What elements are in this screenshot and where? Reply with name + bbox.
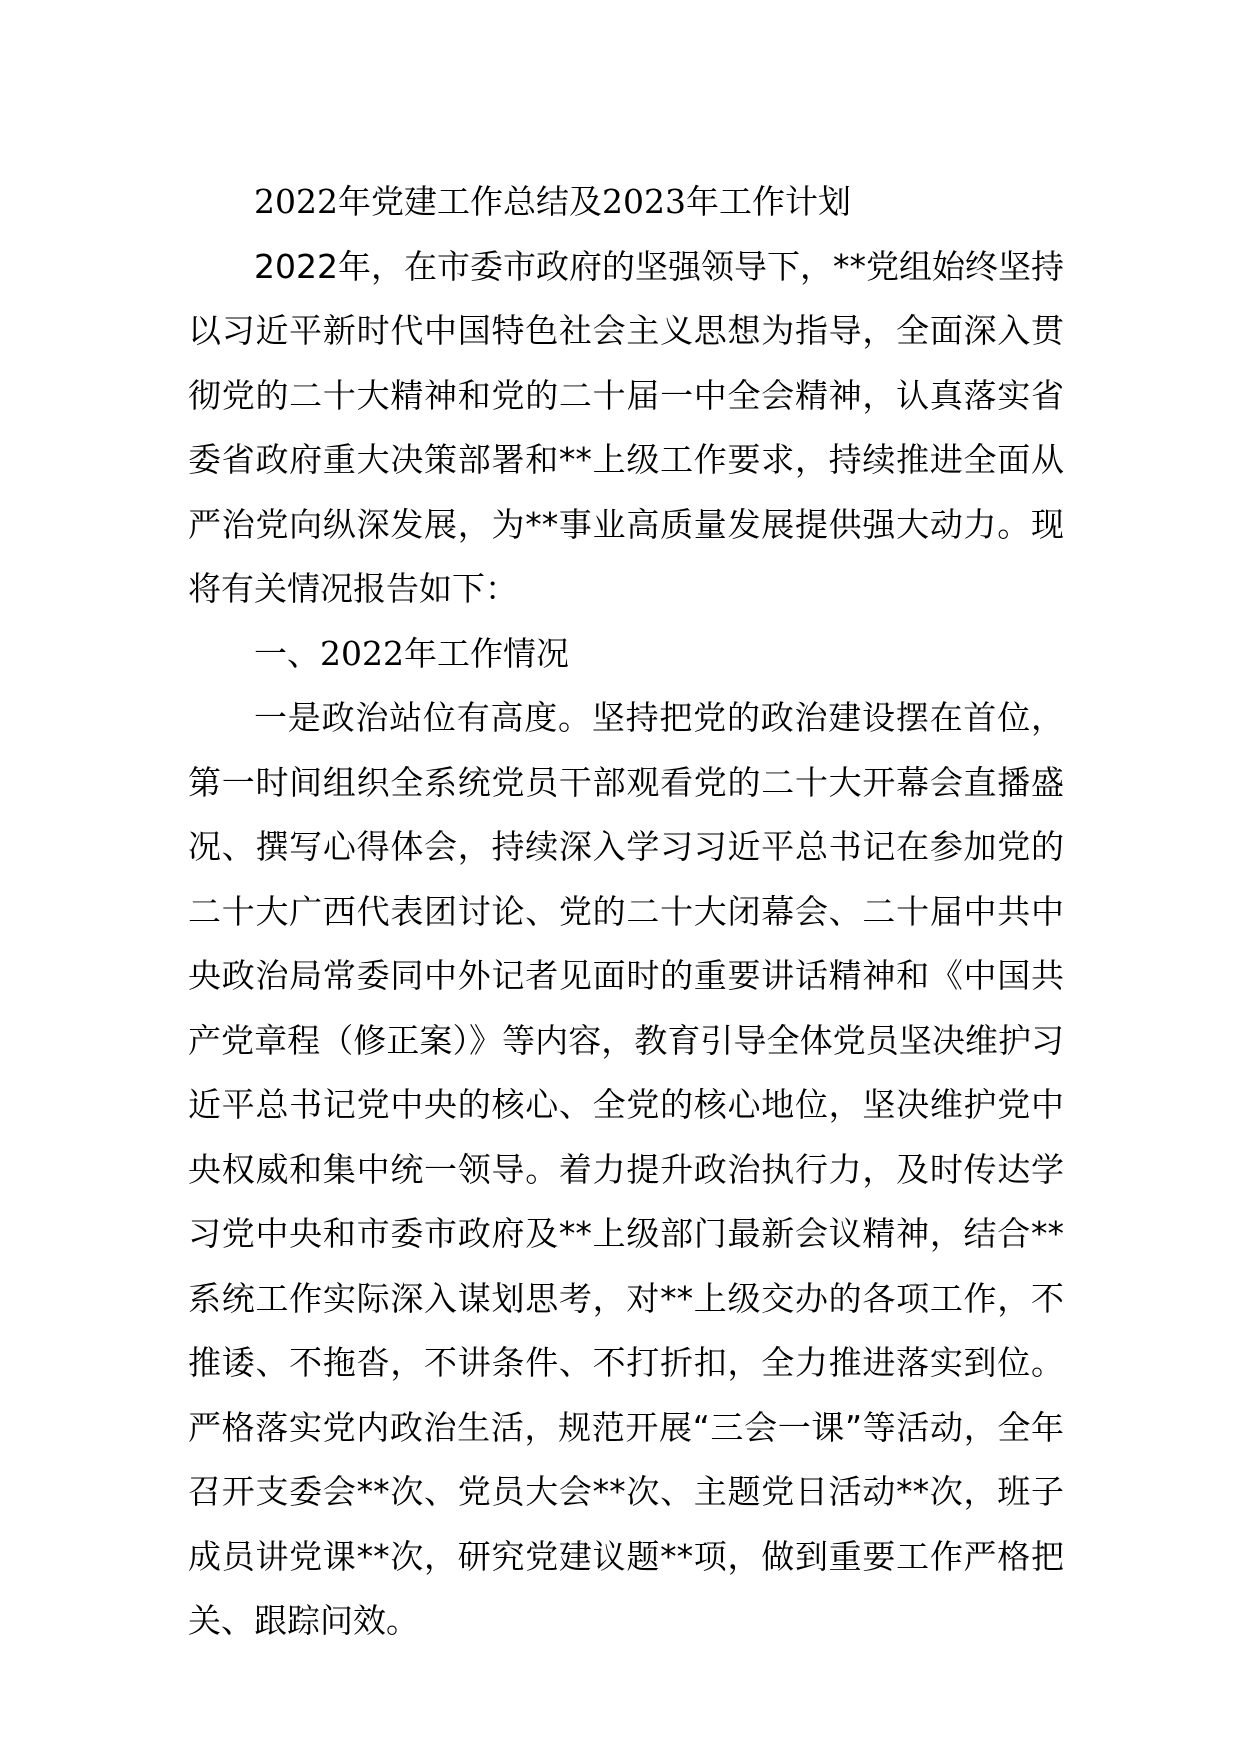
document-body <box>188 170 1064 1654</box>
intro-paragraph: 2022年，在市委市政府的坚强领导下，**党组始终坚持以习近平新时代中国特色社会主义思想为指导，全面深入贯彻党的二十大精神和党的二十届一中全会精神，认真落实省委省政府重大决策部署和**上级工作要求，持续推进全面从严治党向纵深发展，为**事业高质量发展提供强大动力。现将有关情况报告如下： <box>188 246 1064 608</box>
document-title: 2022年党建工作总结及2023年工作计划 <box>254 182 851 221</box>
section-heading: 一、2022年工作情况 <box>254 633 569 673</box>
body-paragraph: 一是政治站位有高度。坚持把党的政治建设摆在首位，第一时间组织全系统党员干部观看党的二十大开幕会直播盛况、撰写心得体会，持续深入学习习近平总书记在参加党的二十大广西代表团讨论、党的二十大闭幕会、二十届中共中央政治局常委同中外记者见面时的重要讲话精神和《中国共产党章程（修正案）》等内容，教育引导全体党员坚决维护习近平总书记党中央的核心、全党的核心地位，坚决维护党中央权威和集中统一领导。着力提升政治执行力，及时传达学习党中央和市委市政府及**上级部门最新会议精神，结合**系统工作实际深入谋划思考，对**上级交办的各项工作，不推诿、不拖沓，不讲条件、不打折扣，全力推进落实到位。严格落实党内政治生活，规范开展“三会一课”等活动，全年召开支委会**次、党员大会**次、主题党日活动**次，班子成员讲党课**次，研究党建议题**项，做到重要工作严格把关、跟踪问效。 <box>188 698 1064 1640</box>
